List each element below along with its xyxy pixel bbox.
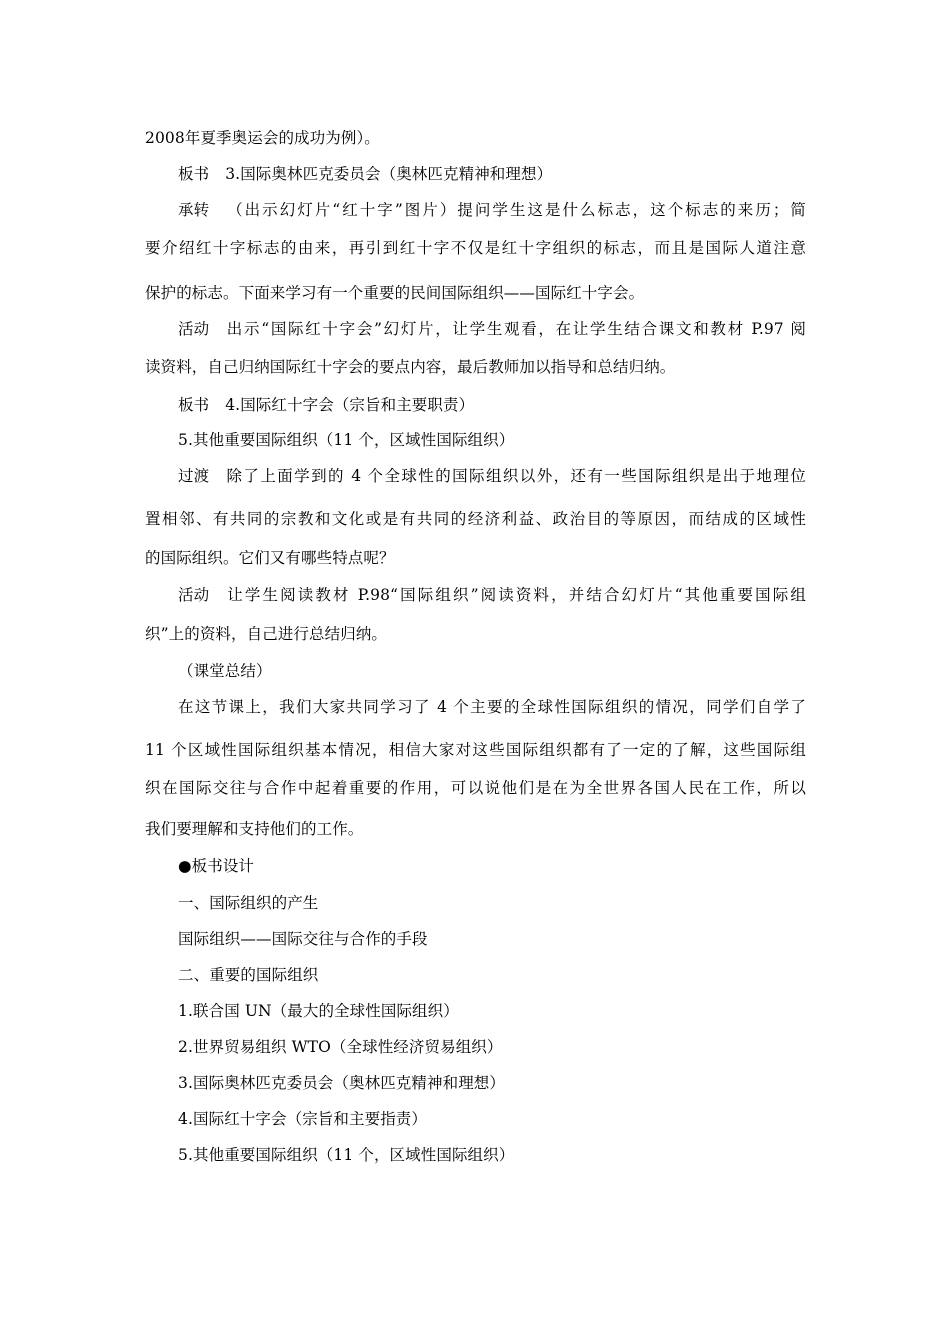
board-design-item: 3.国际奥林匹克委员会（奥林匹克精神和理想） (178, 1074, 505, 1092)
paragraph-line: 在这节课上，我们大家共同学习了 4 个主要的全球性国际组织的情况，同学们自学了 (178, 698, 806, 716)
paragraph-label: 活动 (178, 320, 210, 338)
paragraph-label: 承转 (178, 201, 210, 219)
paragraph-line (178, 200, 806, 220)
paragraph-line: 11 个区域性国际组织基本情况，相信大家对这些国际组织都有了一定的了解，这些国际组 (145, 741, 806, 759)
paragraph-label: 板书 (178, 165, 210, 183)
board-design-item: 4.国际红十字会（宗旨和主要指责） (178, 1110, 427, 1128)
paragraph-text: （出示幻灯片“红十字”图片）提问学生这是什么标志，这个标志的来历；简 (225, 201, 806, 219)
paragraph-line: 读资料，自己归纳国际红十字会的要点内容，最后教师加以指导和总结归纳。 (145, 358, 676, 376)
board-design-item: 2.世界贸易组织 WTO（全球性经济贸易组织） (178, 1038, 503, 1056)
board-design-heading: ●板书设计 (178, 857, 255, 875)
paragraph-line: 2008年夏季奥运会的成功为例）。 (145, 129, 380, 147)
paragraph-line (178, 164, 552, 184)
paragraph-line: 我们要理解和支持他们的工作。 (145, 820, 364, 838)
paragraph-line (178, 395, 474, 415)
board-design-item: 1.联合国 UN（最大的全球性国际组织） (178, 1002, 459, 1020)
paragraph-text: 除了上面学到的 4 个全球性的国际组织以外，还有一些国际组织是出于地理位 (225, 467, 806, 485)
paragraph-line (178, 319, 806, 339)
paragraph-line: 的国际组织。它们又有哪些特点呢？ (145, 549, 395, 567)
board-design-item: 5.其他重要国际组织（11 个，区域性国际组织） (178, 1146, 515, 1164)
board-design-item: 一、国际组织的产生 (178, 894, 319, 912)
paragraph-line: 织”上的资料，自己进行总结归纳。 (145, 625, 388, 643)
paragraph-text: 让学生阅读教材 P.98“国际组织”阅读资料，并结合幻灯片“其他重要国际组 (225, 586, 806, 604)
board-design-item: 二、重要的国际组织 (178, 966, 319, 984)
paragraph-text: 出示“国际红十字会”幻灯片，让学生观看，在让学生结合课文和教材 P.97 阅 (225, 320, 806, 338)
paragraph-line: 保护的标志。下面来学习有一个重要的民间国际组织——国际红十字会。 (145, 284, 645, 302)
paragraph-label: 活动 (178, 586, 210, 604)
paragraph-line: 要介绍红十字标志的由来，再引到红十字不仅是红十字组织的标志，而且是国际人道注意 (145, 239, 806, 257)
paragraph-label: 过渡 (178, 467, 210, 485)
paragraph-line: 织在国际交往与合作中起着重要的作用，可以说他们是在为全世界各国人民在工作，所以 (145, 779, 806, 797)
paragraph-line (178, 585, 806, 605)
paragraph-text: 3.国际奥林匹克委员会（奥林匹克精神和理想） (225, 165, 553, 183)
board-design-item: 国际组织——国际交往与合作的手段 (178, 930, 428, 948)
paragraph-line: 5.其他重要国际组织（11 个，区域性国际组织） (178, 431, 515, 449)
paragraph-line (178, 466, 806, 486)
paragraph-text: 4.国际红十字会（宗旨和主要职责） (225, 396, 475, 414)
section-heading: （课堂总结） (178, 662, 272, 680)
paragraph-line: 置相邻、有共同的宗教和文化或是有共同的经济利益、政治目的等原因，而结成的区域性 (145, 510, 806, 528)
paragraph-label: 板书 (178, 396, 210, 414)
